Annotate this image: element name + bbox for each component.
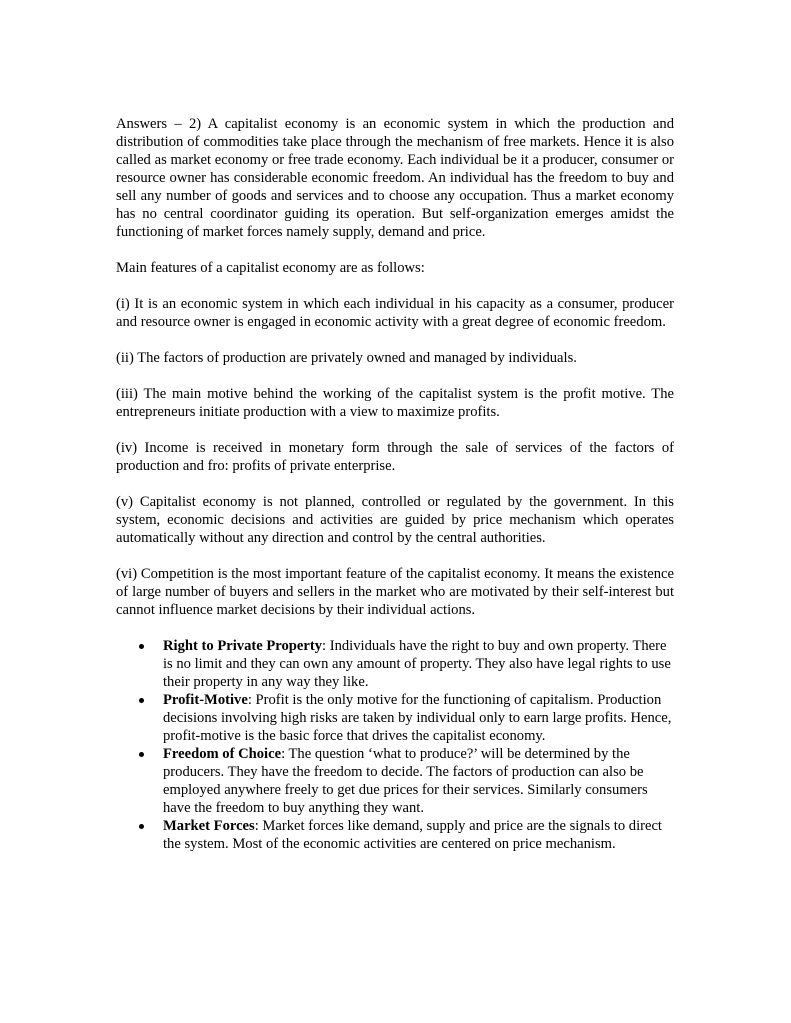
bullet-term: Right to Private Property (163, 638, 322, 654)
feature-paragraph-ii: (ii) The factors of production are privately owned and managed by individuals. (116, 350, 577, 366)
feature-paragraph-iv: (iv) Income is received in monetary form through the sale of services of the factors of production and fro: profits of private enterprise. (116, 440, 674, 474)
features-bullet-list (116, 637, 674, 853)
answer-intro-paragraph: Answers – 2) A capitalist economy is an economic system in which the production and distribution of commodities take place through the mechanism of free markets. Hence it is also called as market economy or free trade economy. Each individual be it a producer, consumer or resource owner has considerable economic freedom. An individual has the freedom to buy and sell any number of goods and services and to choose any occupation. Thus a market economy has no central coordinator guiding its operation. But self-organization emerges amidst the functioning of market forces namely supply, demand and price. (116, 116, 674, 240)
feature-paragraph-i: (i) It is an economic system in which each individual in his capacity as a consumer, producer and resource owner is engaged in economic activity with a great degree of economic freedom. (116, 296, 674, 330)
bullet-text: : Profit is the only motive for the functioning of capitalism. Production decisions involving high risks are taken by individual only to earn large profits. Hence, profit-motive is the basic force that drives the capitalist economy. (163, 692, 672, 744)
feature-paragraph-vi: (vi) Competition is the most important feature of the capitalist economy. It means the existence of large number of buyers and sellers in the market who are motivated by their self-interest but cannot influence market decisions by their individual actions. (116, 566, 674, 618)
list-item (163, 745, 674, 817)
bullet-term: Freedom of Choice (163, 746, 282, 762)
bullet-term: Market Forces (163, 818, 255, 834)
list-item (163, 691, 674, 745)
bullet-term: Profit-Motive (163, 692, 248, 708)
list-item (163, 817, 674, 853)
bullet-text: : Market forces like demand, supply and price are the signals to direct the system. Most of the economic activities are centered on price mechanism. (163, 818, 662, 852)
list-item (163, 637, 674, 691)
document-page (116, 115, 674, 853)
bullet-text: : Individuals have the right to buy and own property. There is no limit and they can own any amount of property. They also have legal rights to use their property in any way they like. (163, 638, 671, 690)
feature-paragraph-iii: (iii) The main motive behind the working of the capitalist system is the profit motive. The entrepreneurs initiate production with a view to maximize profits. (116, 386, 674, 420)
feature-paragraph-v: (v) Capitalist economy is not planned, controlled or regulated by the government. In this system, economic decisions and activities are guided by price mechanism which operates automatically without any direction and control by the central authorities. (116, 494, 674, 546)
features-heading: Main features of a capitalist economy are as follows: (116, 260, 425, 276)
bullet-text: : The question ‘what to produce?’ will be determined by the producers. They have the freedom to decide. The factors of production can also be employed anywhere freely to get due prices for their services. Similarly consumers have the freedom to buy anything they want. (163, 746, 648, 816)
